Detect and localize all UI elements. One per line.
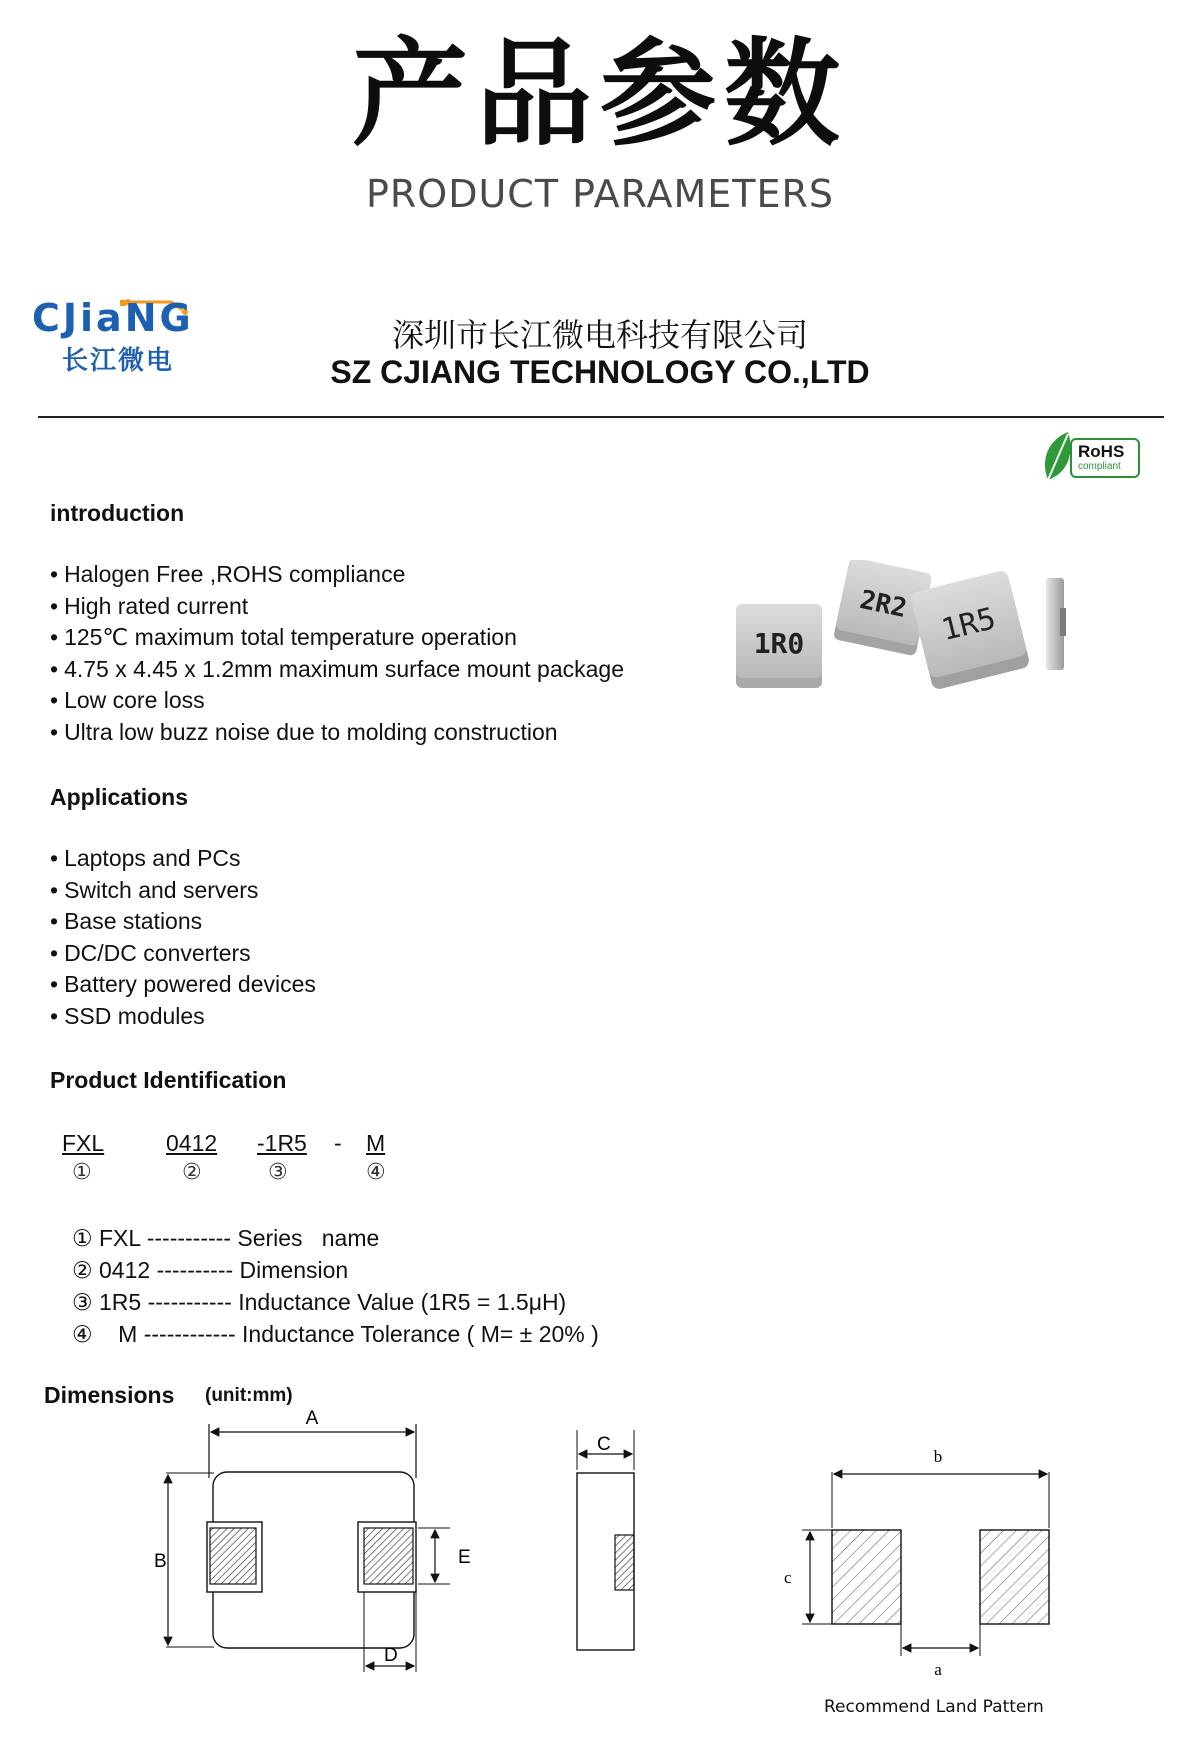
rohs-sub: compliant [1078, 461, 1121, 472]
list-item: • 125℃ maximum total temperature operation [50, 622, 624, 654]
dim-label-b-land: b [933, 1447, 943, 1466]
side-view-drawing [560, 1410, 660, 1660]
list-item: • Halogen Free ,ROHS compliance [50, 559, 624, 591]
company-logo [32, 296, 222, 376]
part-index-3: ③ [268, 1160, 288, 1185]
dim-label-c-land: c [784, 1568, 792, 1587]
list-item: • High rated current [50, 591, 624, 623]
part-code-series: FXL [62, 1130, 105, 1156]
list-item: • DC/DC converters [50, 938, 316, 970]
dim-label-a: A [305, 1410, 319, 1429]
list-item: • Battery powered devices [50, 969, 316, 1001]
dimensions-heading: Dimensions [44, 1382, 175, 1408]
marking-1r0: 1R0 [753, 627, 805, 660]
legend-item: ③ 1R5 ----------- Inductance Value (1R5 = 1.5μH) [72, 1289, 567, 1315]
list-item: • 4.75 x 4.45 x 1.2mm maximum surface mount package [50, 654, 624, 686]
part-code-dimension: 0412 [166, 1130, 218, 1156]
rohs-label: RoHS [1078, 442, 1125, 461]
inductor-1r0 [736, 604, 822, 688]
list-item: • Low core loss [50, 685, 624, 717]
dim-label-d: D [384, 1645, 398, 1666]
list-item: • Laptops and PCs [50, 843, 316, 875]
dim-label-a-land: a [934, 1660, 942, 1679]
part-code-tolerance: M [366, 1130, 386, 1156]
inductor-side-view [1046, 578, 1066, 670]
marking-1r5: 1R5 [938, 601, 1000, 649]
list-item: • Ultra low buzz noise due to molding construction [50, 717, 624, 749]
part-code-inductance: -1R5 [257, 1130, 307, 1156]
dim-label-e: E [458, 1547, 471, 1568]
rohs-badge [1038, 430, 1142, 484]
company-name-en: SZ CJIANG TECHNOLOGY CO.,LTD [330, 354, 870, 390]
part-index-2: ② [182, 1160, 202, 1185]
land-pattern-caption: Recommend Land Pattern [824, 1697, 1044, 1717]
top-view-drawing [140, 1410, 490, 1685]
land-pattern-drawing [770, 1420, 1080, 1680]
applications-heading: Applications [50, 784, 189, 810]
part-code-separator: - [334, 1130, 342, 1156]
legend-item: ① FXL ----------- Series name [72, 1225, 380, 1251]
list-item: • SSD modules [50, 1001, 316, 1033]
legend-item: ④ M ------------ Inductance Tolerance ( M= ± 20% ) [72, 1321, 599, 1347]
part-index-4: ④ [366, 1160, 386, 1185]
dimensions-unit: (unit:mm) [205, 1385, 293, 1406]
part-index-1: ① [72, 1160, 92, 1185]
applications-list [50, 843, 316, 1033]
dim-label-c: C [597, 1434, 611, 1455]
dim-label-b: B [154, 1551, 167, 1572]
list-item: • Switch and servers [50, 875, 316, 907]
page-subtitle: PRODUCT PARAMETERS [365, 172, 834, 216]
introduction-heading: introduction [50, 500, 185, 526]
page-title: 产品参数 [352, 27, 848, 162]
company-name-cn: 深圳市长江微电科技有限公司 [391, 316, 808, 354]
logo-wordmark: CJiaNG [32, 296, 194, 340]
logo-chinese: 长江微电 [62, 346, 175, 376]
legend-item: ② 0412 ---------- Dimension [72, 1257, 349, 1283]
introduction-list [50, 559, 624, 749]
marking-2r2: 2R2 [857, 584, 910, 625]
list-item: • Base stations [50, 906, 316, 938]
product-photo [730, 560, 1090, 710]
identification-legend [72, 1222, 599, 1350]
header-divider [38, 416, 1164, 418]
identification-heading: Product Identification [50, 1067, 287, 1093]
